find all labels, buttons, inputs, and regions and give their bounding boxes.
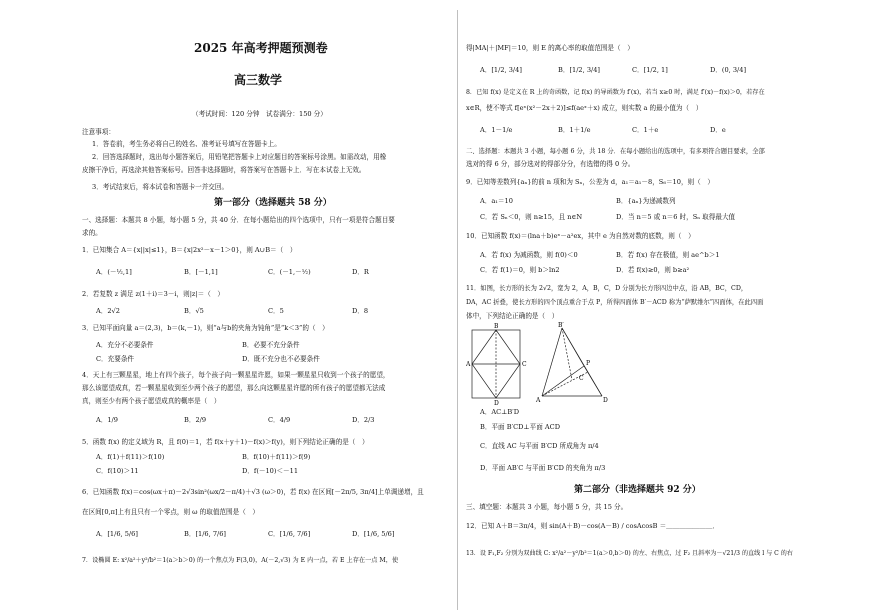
q7-option-c: C．[1/2, 1] [632,66,668,74]
q13-stem: 13．设 F₁,F₂ 分别为双曲线 C: x²/a²－y²/b²＝1(a＞0,b＞0) 的左、右焦点，过 F₂ 且斜率为－√21/3 的直线 l 与 C 的右 [466,550,793,557]
q12-stem: 12．已知 A＋B＝3π/4，则 sin(A＋B)－cos(A－B) / cosAcosB ＝＿＿＿＿＿＿＿． [466,522,719,530]
q9-option-c: C．若 Sₙ＜0，则 n≥15，且 n∈N [480,213,583,221]
q11-line-1: 11．如图，长方形的长为 2√2，宽为 2，A，B，C，D 分别为长方形四边中点，沿 AB，BC，CD， [466,285,748,292]
q6-line-2: 在区间[0,π]上有且只有一个零点，则 ω 的取值范围是（ ） [82,508,259,516]
fill-blank-intro: 三、填空题：本题共 3 小题，每小题 5 分，共 15 分。 [466,503,628,511]
q4-line-3: 真，则至少有两个孩子愿望成真的概率是（ ） [82,397,221,405]
q4-option-d: D．2/3 [352,416,375,424]
q8-option-d: D．e [710,126,726,134]
edge-bp-a [542,328,562,396]
q3-stem: 3．已知平面向量 a＝(2,3)，b＝(k,－1)，则“a与b的夹角为钝角”是“k＜3”的（ ） [82,324,329,332]
exam-info: （考试时间：120 分钟 试卷满分：150 分） [192,110,327,118]
q5-option-b: B．f(10)＋f(11)＞f(9) [242,453,311,461]
q11-option-c: C．直线 AC 与平面 B′CD 所成角为 π/4 [480,442,599,450]
part1-intro-b: 求的。 [82,229,102,237]
q3-option-d: D．既不充分也不必要条件 [242,355,320,363]
net-label-c: C [522,361,527,368]
tetra-label-p: P [586,360,591,367]
q4-line-1: 4．天上有三颗星星，地上有四个孩子，每个孩子向一颗星星许愿，如果一颗星星只收到一个孩子的愿望， [82,371,390,379]
q4-option-c: C．4/9 [268,416,291,424]
q2-option-a: A．2√2 [96,307,120,315]
q6-option-b: B．[1/6, 7/6] [184,530,226,538]
q1-option-c: C．(－1,－½) [268,268,311,276]
q4-option-b: B．2/9 [184,416,207,424]
q11-option-b: B．平面 B′CD⊥平面 ACD [480,423,560,431]
q7-option-d: D．(0, 3/4] [710,66,747,74]
q10-stem: 10．已知函数 f(x)＝(lna＋b)eˣ－a²ex，其中 e 为自然对数的底数，则（ ） [466,232,695,240]
q8-option-a: A．1－1/e [480,126,513,134]
q1-option-d: D．R [352,268,369,276]
column-divider [457,10,458,610]
q11-line-3: 体中，下列结论正确的是（ ） [466,312,559,320]
multi-select-intro-a: 二、选择题：本题共 3 小题，每小题 6 分，共 18 分．在每小题给出的选项中，有多项符合题目要求，全部 [466,148,765,155]
multi-select-intro-b: 选对的得 6 分，部分选对的得部分分，有选错的得 0 分。 [466,160,635,168]
note-2b: 皮擦干净后，再选涂其他答案标号。回答非选择题时，将答案写在答题卡上．写在本试卷上无效。 [82,166,366,174]
note-1: 1．答卷前，考生务必将自己的姓名、准考证号填写在答题卡上。 [92,140,281,148]
note-3: 3．考试结束后，将本试卷和答题卡一并交回。 [92,183,229,191]
q5-option-d: D．f(－10)＜－11 [242,467,299,475]
q6-option-a: A．[1/6, 5/6] [96,530,138,538]
q5-option-c: C．f(10)＞11 [96,467,139,475]
q2-option-d: D．8 [352,307,369,315]
q8-option-b: B．1＋1/e [558,126,591,134]
q9-stem: 9．已知等差数列{aₙ}的前 n 项和为 Sₙ，公差为 d，a₁＝a₁－8，S₆＝10，则（ ） [466,178,714,186]
q1-option-b: B．[－1,1] [184,268,218,276]
q2-option-b: B．√5 [184,307,204,315]
q8-line-1: 8．已知 f(x) 是定义在 R 上的奇函数，记 f(x) 的导函数为 f′(x)，若当 x≥0 时，满足 f′(x)－f(x)＞0，若存在 [466,89,765,96]
q3-option-b: B．必要不充分条件 [242,341,300,349]
edge-bp-p [562,328,572,380]
q7-line-1: 7．设椭圆 E: x²/a²＋y²/b²＝1(a＞b＞0) 的一个焦点为 F(3,0)，A(－2,√3) 为 E 内一点，若 E 上存在一点 M，使 [82,557,399,564]
q10-option-c: C．若 f(1)＝0，则 b＞ln2 [480,266,560,274]
q10-option-a: A．若 f(x) 为减函数，则 f(0)＜0 [480,251,578,259]
rectangle-net-diagram [472,330,520,398]
q7-option-b: B．[1/2, 3/4] [558,66,600,74]
q1-option-a: A．(－½,1] [96,268,132,276]
q6-line-1: 6．已知函数 f(x)＝cos(ωx＋π)－2√3sin²(ωx/2－π/4)＋√3 (ω＞0)，若 f(x) 在区间[－2π/5, 3π/4]上单调递增，且 [82,488,424,496]
q7-option-a: A．[1/2, 3/4] [480,66,522,74]
tetrahedron-diagram [542,328,602,396]
q9-option-d: D．当 n＝5 或 n＝6 时，Sₙ 取得最大值 [616,213,736,221]
q10-option-b: B．若 f(x) 存在极值，则 ae^b＞1 [616,251,720,259]
net-label-b: B [494,323,499,330]
q11-line-2: DA，AC 折叠，使长方形的四个顶点重合于点 P，所得四面体 B′－ACD 称为“萨默维尔”四面体，在此四面 [466,299,764,306]
q10-option-d: D．若 f(x)≥0，则 b≥a² [616,266,690,274]
q8-option-c: C．1＋e [632,126,659,134]
notes-heading: 注意事项： [82,128,115,136]
tetra-label-bp: B′ [558,322,564,329]
q3-option-c: C．充要条件 [96,355,135,363]
q9-option-b: B．{aₙ}为递减数列 [616,197,676,205]
q11-option-a: A．AC⊥B′D [480,408,519,416]
part2-heading: 第二部分（非选择题共 92 分） [574,485,701,495]
tetra-label-c: C [579,375,584,382]
q6-option-d: D．[1/6, 5/6] [352,530,395,538]
q9-option-a: A．a₁＝10 [480,197,513,205]
q3-option-a: A．充分不必要条件 [96,341,154,349]
q11-option-d: D．平面 AB′C 与平面 B′CD 的夹角为 π/3 [480,464,606,472]
q2-stem: 2．若复数 z 满足 z(1＋i)＝3－i，则|z|＝（ ） [82,290,225,298]
subject-title: 高三数学 [234,73,283,87]
q4-line-2: 那么该愿望成真，若一颗星星收到至少两个孩子的愿望，那么向这颗星星许愿的所有孩子的愿望都无法成 [82,384,386,392]
exam-title: 2025 年高考押题预测卷 [194,41,328,55]
q4-option-a: A．1/9 [96,416,118,424]
q6-option-c: C．[1/6, 7/6] [268,530,311,538]
q2-option-c: C．5 [268,307,284,315]
edge-a-c [542,366,584,396]
tetra-label-a: A [536,397,541,404]
net-label-d: D [494,400,499,407]
q1-stem: 1．已知集合 A＝{x||x|≤1}，B＝{x|2x²－x－1＞0}，则 A∪B＝（ ） [82,246,297,254]
part1-intro-a: 一、选择题：本题共 8 小题，每小题 5 分，共 40 分．在每小题给出的四个选项中，只有一项是符合题目要 [82,216,395,224]
q7-line-2: 得|MA|＋|MF|＝10，则 E 的离心率的取值范围是（ ） [466,44,634,52]
tetra-label-d: D [603,397,608,404]
q5-stem: 5．函数 f(x) 的定义域为 R，且 f(0)＝1，若 f(x＋y＋1)－f(x)＞f(y)，则下列结论正确的是（ ） [82,438,369,446]
q5-option-a: A．f(1)＋f(11)＞f(10) [96,453,165,461]
edge-c-d [584,366,602,396]
part1-heading: 第一部分（选择题共 58 分） [214,198,332,208]
note-2a: 2．回答选择题时，选出每小题答案后，用铅笔把答题卡上对应题目的答案标号涂黑。如需改动，用橡 [92,153,387,161]
net-label-a: A [466,361,471,368]
q8-line-2: x∈R，使不等式 f[eˣ(x²－2x＋2)]≤f(aeˣ＋x) 成立，则实数 a 的最小值为（ ） [466,104,703,112]
q11-figure [466,322,616,407]
